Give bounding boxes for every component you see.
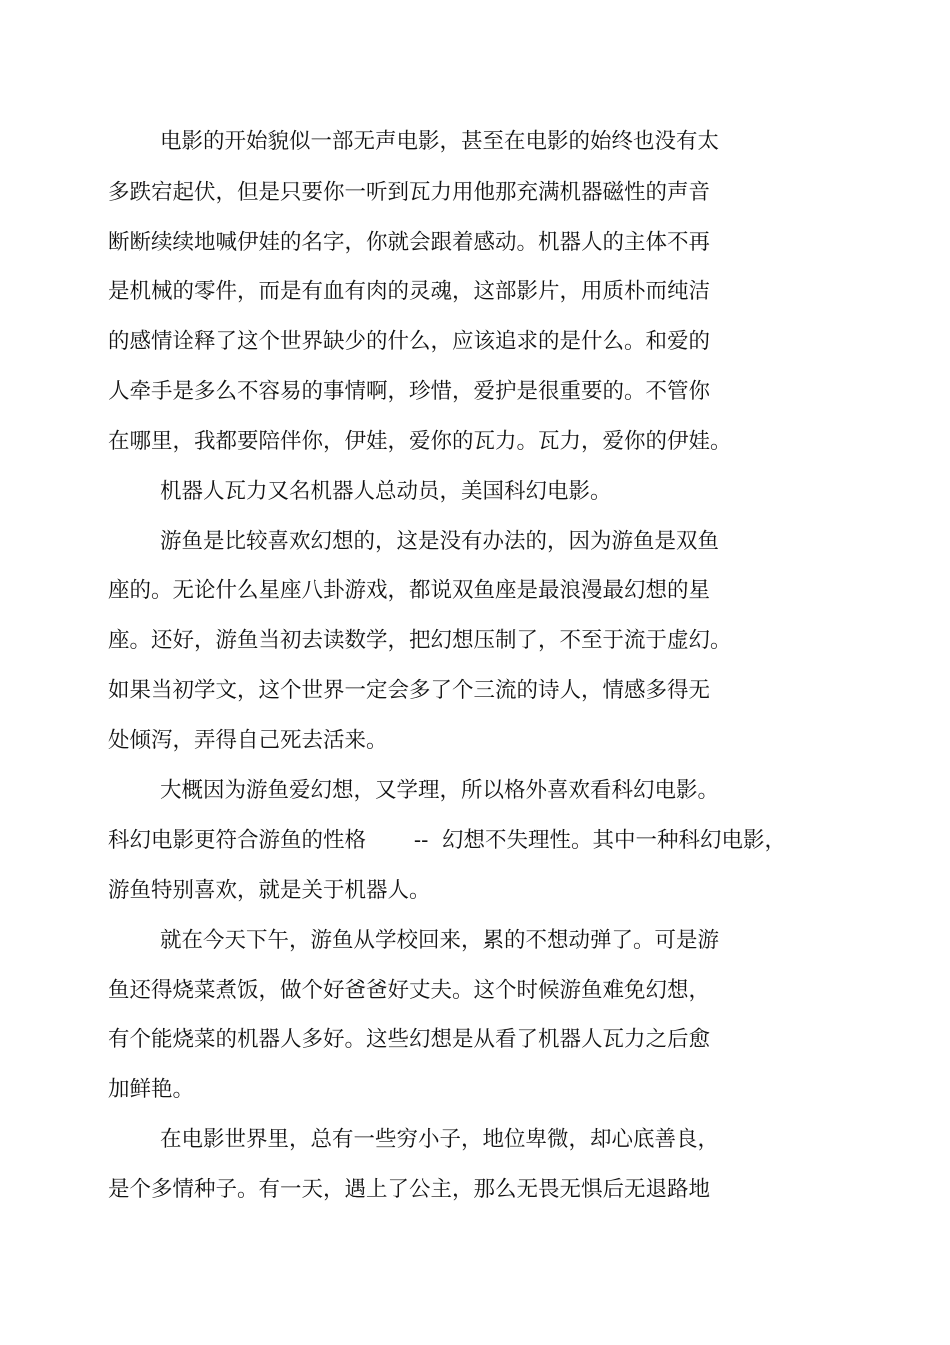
paragraph-line: 的感情诠释了这个世界缺少的什么，应该追求的是什么。和爱的 <box>108 329 711 354</box>
paragraph-line: 就在今天下午，游鱼从学校回来，累的不想动弹了。可是游 <box>160 928 720 953</box>
paragraph-line: 游鱼特别喜欢，就是关于机器人。 <box>108 878 431 903</box>
paragraph-line: 人牵手是多么不容易的事情啊，珍惜，爱护是很重要的。不管你 <box>108 379 711 404</box>
paragraph-line: 机器人瓦力又名机器人总动员，美国科幻电影。 <box>160 479 612 504</box>
paragraph-line: 是个多情种子。有一天，遇上了公主，那么无畏无惧后无退路地 <box>108 1177 711 1202</box>
paragraph-line: 在电影世界里，总有一些穷小子，地位卑微，却心底善良， <box>160 1127 720 1152</box>
paragraph-line: 电影的开始貌似一部无声电影，甚至在电影的始终也没有太 <box>160 129 720 154</box>
paragraph-line: 鱼还得烧菜煮饭，做个好爸爸好丈夫。这个时候游鱼难免幻想， <box>108 978 711 1003</box>
paragraph-line: 座。还好，游鱼当初去读数学，把幻想压制了，不至于流于虚幻。 <box>108 628 732 653</box>
paragraph-line: 如果当初学文，这个世界一定会多了个三流的诗人，情感多得无 <box>108 678 711 703</box>
paragraph-line: 多跌宕起伏，但是只要你一听到瓦力用他那充满机器磁性的声音 <box>108 180 711 205</box>
paragraph-line: 处倾泻，弄得自己死去活来。 <box>108 728 388 753</box>
paragraph-line: 游鱼是比较喜欢幻想的，这是没有办法的，因为游鱼是双鱼 <box>160 529 720 554</box>
paragraph-line: 加鲜艳。 <box>108 1077 195 1102</box>
paragraph-line: 有个能烧菜的机器人多好。这些幻想是从看了机器人瓦力之后愈 <box>108 1027 711 1052</box>
paragraph-line: 座的。无论什么星座八卦游戏，都说双鱼座是最浪漫最幻想的星 <box>108 578 711 603</box>
paragraph-line: 在哪里，我都要陪伴你，伊娃，爱你的瓦力。瓦力，爱你的伊娃。 <box>108 429 732 454</box>
paragraph-line: 大概因为游鱼爱幻想，又学理，所以格外喜欢看科幻电影。 <box>160 778 720 803</box>
paragraph-line: 是机械的零件，而是有血有肉的灵魂，这部影片，用质朴而纯洁 <box>108 279 711 304</box>
paragraph-line: 科幻电影更符合游鱼的性格 -- 幻想不失理性。其中一种科幻电影， <box>108 828 787 853</box>
paragraph-line: 断断续续地喊伊娃的名字，你就会跟着感动。机器人的主体不再 <box>108 230 711 255</box>
